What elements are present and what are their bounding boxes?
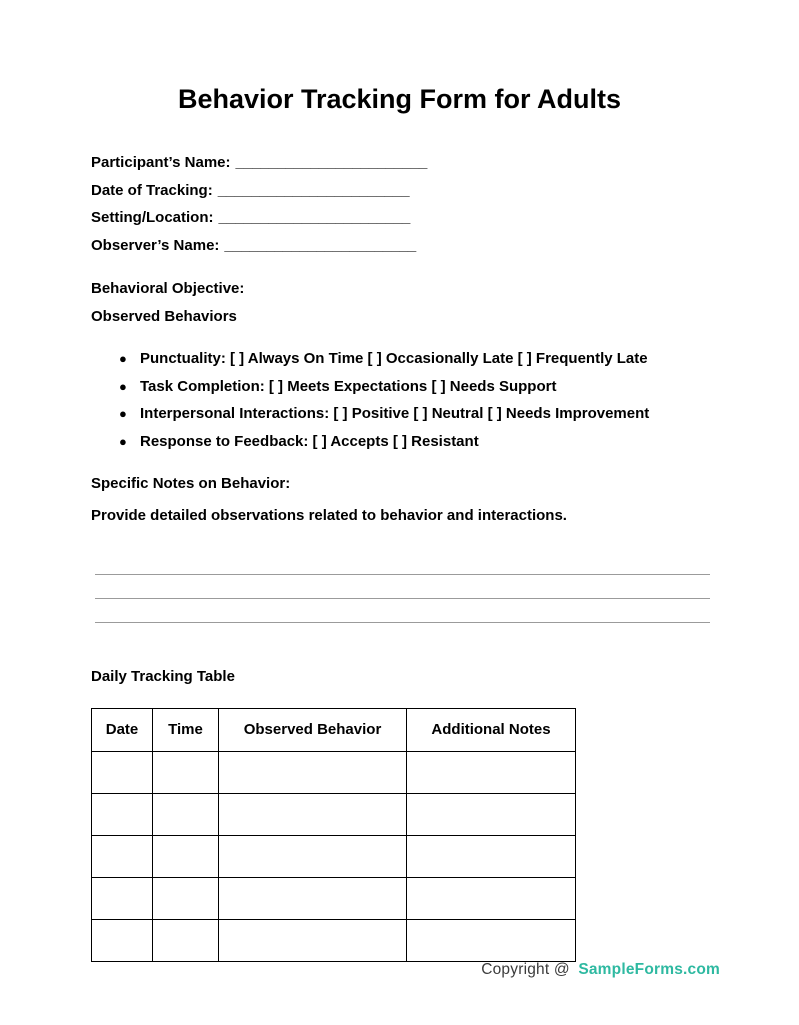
table-cell xyxy=(407,793,576,835)
table-row xyxy=(92,793,576,835)
notes-writing-area xyxy=(91,551,710,623)
table-cell xyxy=(153,751,219,793)
table-cell xyxy=(219,751,407,793)
table-cell xyxy=(92,877,153,919)
field-label: Date of Tracking: xyxy=(91,181,213,199)
field-blank-line: _______________________ xyxy=(217,181,410,199)
copyright-text: Copyright @ xyxy=(481,961,570,978)
specific-notes-heading: Specific Notes on Behavior: xyxy=(91,475,291,491)
table-row xyxy=(92,751,576,793)
notes-line xyxy=(95,551,710,575)
daily-tracking-table xyxy=(91,708,576,962)
table-cell xyxy=(153,877,219,919)
bullet-text: Response to Feedback: [ ] Accepts [ ] Resistant xyxy=(140,433,479,451)
table-cell xyxy=(407,919,576,961)
table-cell xyxy=(92,835,153,877)
table-cell xyxy=(92,793,153,835)
table-cell xyxy=(92,751,153,793)
field-label: Setting/Location: xyxy=(91,209,214,226)
table-cell xyxy=(153,919,219,961)
field-blank-line: _______________________ xyxy=(235,154,428,171)
bullet-item-response-to-feedback xyxy=(119,428,710,456)
specific-notes-subheading: Provide detailed observations related to behavior and interactions. xyxy=(91,506,567,524)
field-observer-name xyxy=(91,232,710,260)
field-blank-line: _______________________ xyxy=(224,236,417,254)
table-header-row xyxy=(92,708,576,751)
bullet-dot-icon: ● xyxy=(119,434,127,450)
page-title: Behavior Tracking Form for Adults xyxy=(177,84,622,114)
field-date-of-tracking xyxy=(91,177,710,205)
column-header-additional-notes: Additional Notes xyxy=(407,708,576,751)
field-participant-name xyxy=(91,149,710,177)
column-header-time: Time xyxy=(153,708,219,751)
brand-link[interactable]: SampleForms.com xyxy=(578,961,720,978)
bullet-dot-icon: ● xyxy=(119,378,127,394)
bullet-text: Interpersonal Interactions: [ ] Positive [ ] Neutral [ ] Needs Improvement xyxy=(140,405,650,423)
bullet-dot-icon: ● xyxy=(119,406,127,422)
footer xyxy=(481,961,720,979)
field-setting-location xyxy=(91,204,710,232)
behavioral-objective-heading: Behavioral Objective: xyxy=(91,280,245,297)
spacer xyxy=(91,259,710,275)
table-row xyxy=(92,919,576,961)
daily-tracking-table-heading: Daily Tracking Table xyxy=(91,667,235,685)
notes-line xyxy=(95,575,710,599)
bullet-text: Punctuality: [ ] Always On Time [ ] Occasionally Late [ ] Frequently Late xyxy=(140,350,648,367)
table-cell xyxy=(153,793,219,835)
document-content xyxy=(91,149,710,962)
field-label: Observer’s Name: xyxy=(91,236,220,254)
table-cell xyxy=(219,793,407,835)
table-row xyxy=(92,877,576,919)
observed-behaviors-heading: Observed Behaviors xyxy=(91,307,237,325)
table-cell xyxy=(407,835,576,877)
table-cell xyxy=(153,835,219,877)
table-cell xyxy=(219,919,407,961)
field-label: Participant’s Name: xyxy=(91,154,231,171)
bullet-item-interpersonal-interactions xyxy=(119,400,710,428)
table-cell xyxy=(219,835,407,877)
field-blank-line: _______________________ xyxy=(218,209,411,226)
column-header-observed-behavior: Observed Behavior xyxy=(219,708,407,751)
bullet-item-punctuality xyxy=(119,345,710,373)
column-header-date: Date xyxy=(92,708,153,751)
observed-behaviors-list xyxy=(91,345,710,456)
table-cell xyxy=(407,877,576,919)
bullet-text: Task Completion: [ ] Meets Expectations [ ] Needs Support xyxy=(140,377,557,395)
table-cell xyxy=(219,877,407,919)
bullet-dot-icon: ● xyxy=(119,351,127,366)
notes-line xyxy=(95,599,710,623)
field-section xyxy=(91,149,710,259)
table-row xyxy=(92,835,576,877)
bullet-item-task-completion xyxy=(119,373,710,401)
table-cell xyxy=(92,919,153,961)
table-cell xyxy=(407,751,576,793)
